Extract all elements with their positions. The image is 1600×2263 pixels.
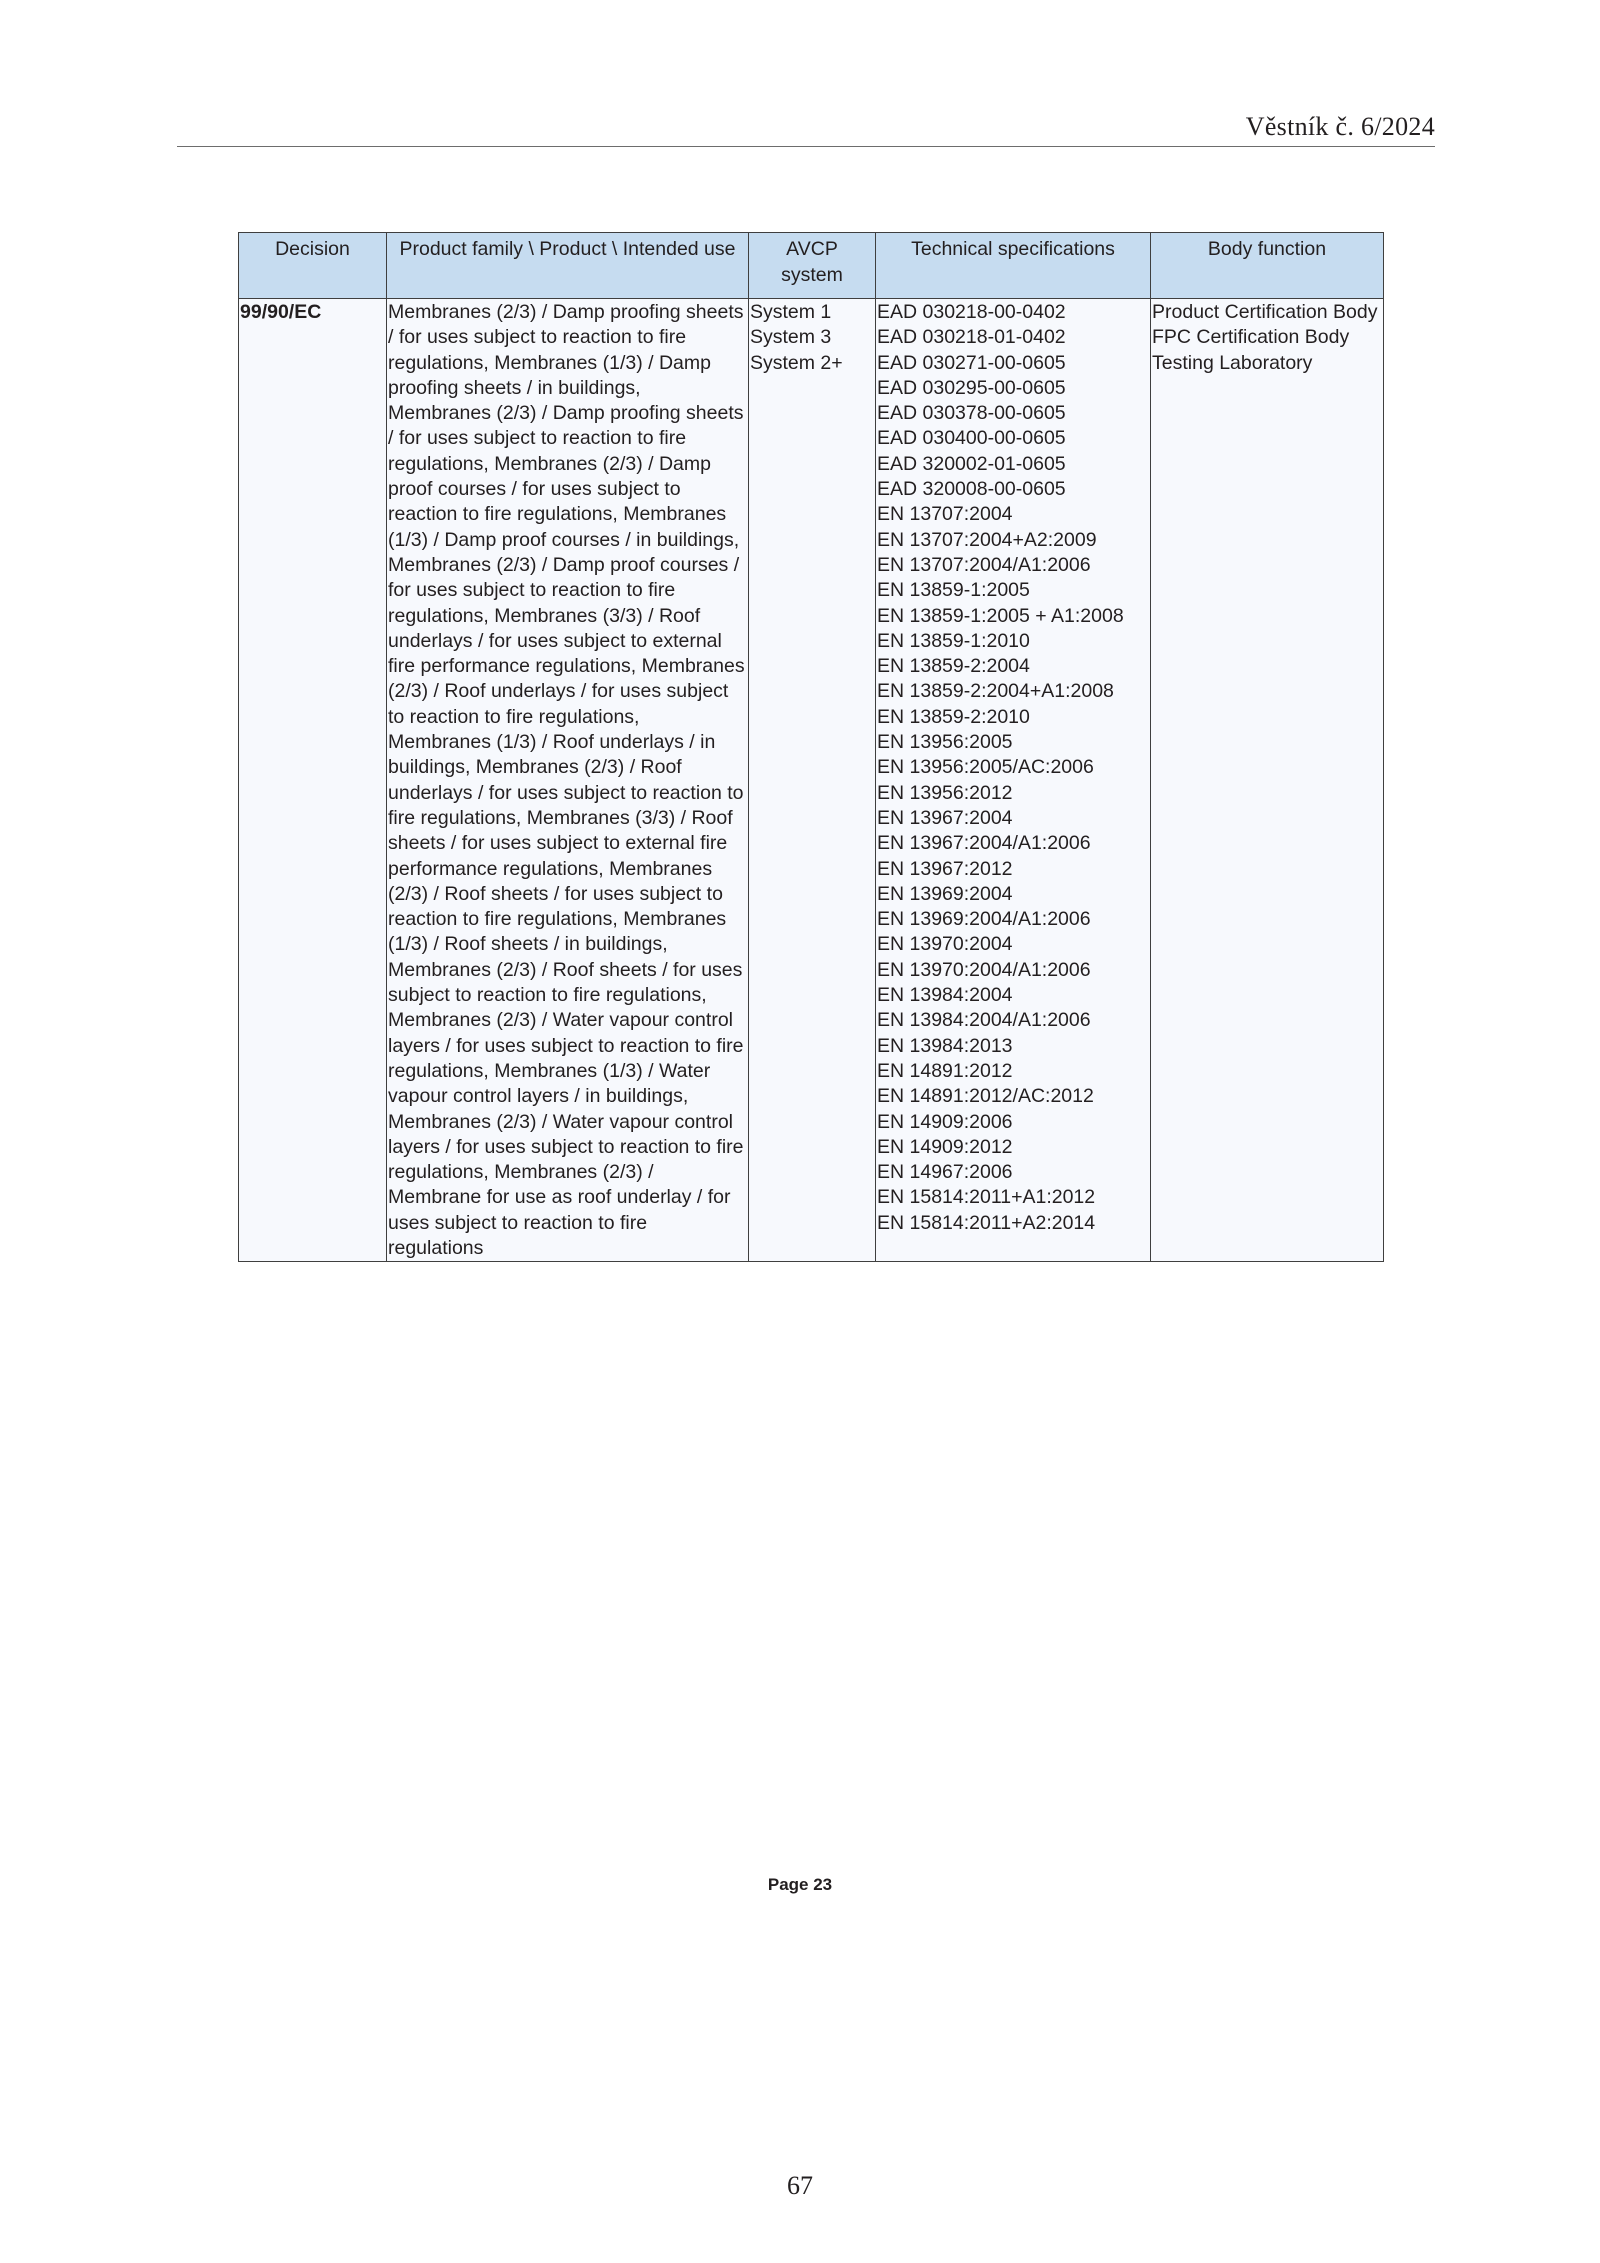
technical-specification-item: EN 13984:2004 <box>877 984 1013 1007</box>
technical-specification-item: EN 13984:2013 <box>877 1034 1013 1057</box>
technical-specification-item: EN 13967:2004 <box>877 806 1013 829</box>
technical-specification-item: EN 13956:2012 <box>877 781 1013 804</box>
technical-specification-item: EN 13859-1:2010 <box>877 629 1030 652</box>
running-header: Věstník č. 6/2024 <box>1245 112 1435 141</box>
technical-specification-item: EN 15814:2011+A1:2012 <box>877 1186 1096 1209</box>
technical-specification-item: EAD 320008-00-0605 <box>877 478 1066 501</box>
technical-specification-item: EN 13970:2004 <box>877 933 1013 956</box>
technical-specification-item: EN 13970:2004/A1:2006 <box>877 958 1091 981</box>
technical-specification-item: EN 14909:2006 <box>877 1110 1013 1133</box>
technical-specification-item: EAD 030218-00-0402 <box>877 301 1066 323</box>
inner-page-label: Page 23 <box>767 1875 833 1894</box>
table-header-row <box>239 233 1384 299</box>
technical-specification-item: EN 14891:2012 <box>877 1059 1013 1082</box>
product-family-cell <box>387 299 749 1262</box>
technical-specification-item: EN 13967:2004/A1:2006 <box>877 832 1091 855</box>
technical-specification-item: EN 13859-2:2004 <box>877 655 1030 678</box>
technical-specifications-cell <box>876 299 1151 1262</box>
body-function-item: FPC Certification Body <box>1152 326 1350 349</box>
technical-specification-item: EN 13956:2005/AC:2006 <box>877 756 1094 779</box>
column-header-technical-specifications: Technical specifications <box>876 233 1151 299</box>
technical-specification-item: EAD 030400-00-0605 <box>877 427 1066 450</box>
technical-specification-item: EN 13859-2:2004+A1:2008 <box>877 680 1114 703</box>
technical-specification-item: EN 13969:2004/A1:2006 <box>877 908 1091 931</box>
technical-specification-item: EN 13859-2:2010 <box>877 705 1030 728</box>
decision-cell: 99/90/EC <box>239 299 387 1262</box>
technical-specification-item: EN 14967:2006 <box>877 1161 1013 1184</box>
technical-specification-item: EN 13859-1:2005 <box>877 579 1030 602</box>
technical-specification-item: EAD 030295-00-0605 <box>877 376 1066 399</box>
technical-specification-item: EN 13969:2004 <box>877 882 1013 905</box>
body-function-item: Product Certification Body <box>1152 301 1378 323</box>
technical-specification-item: EAD 320002-01-0605 <box>877 452 1066 475</box>
technical-specification-item: EAD 030271-00-0605 <box>877 351 1066 374</box>
header-divider <box>177 146 1435 147</box>
column-header-body-function: Body function <box>1151 233 1384 299</box>
column-header-avcp-system: AVCP system <box>749 233 876 299</box>
technical-specification-item: EN 13707:2004/A1:2006 <box>877 553 1091 576</box>
technical-specification-item: EAD 030218-01-0402 <box>877 326 1066 349</box>
column-header-product-family: Product family \ Product \ Intended use <box>387 233 749 299</box>
product-family-text: Membranes (2/3) / Damp proofing sheets / for uses subject to reaction to fire regulations, Membranes (1/3) / Damp proofing sheets / in buildings, Membranes (2/3) / Damp proofing sheets / for uses subject to reaction to fire regulations, Membranes (2/3) / Damp proof courses / for uses subject to reaction to fire regulations, Membranes (1/3) / Damp proof courses / in buildings, Membranes (2/3) / Damp proof courses / for uses subject to reaction to fire regulations, Membranes (3/3) / Roof underlays / for uses subject to external fire performance regulations, Membranes (2/3) / Roof underlays / for uses subject to reaction to fire regulations, Membranes (1/3) / Roof underlays / in buildings, Membranes (2/3) / Roof underlays / for uses subject to reaction to fire regulations, Membranes (3/3) / Roof sheets / for uses subject to external fire performance regulations, Membranes (2/3) / Roof sheets / for uses subject to reaction to fire regulations, Membranes (1/3) / Roof sheets / in buildings, Membranes (2/3) / Roof sheets / for uses subject to reaction to fire regulations, Membranes (2/3) / Water vapour control layers / for uses subject to reaction to fire regulations, Membranes (1/3) / Water vapour control layers / in buildings, Membranes (2/3) / Water vapour control layers / for uses subject to reaction to fire regulations, Membranes (2/3) / Membrane for use as roof underlay / for uses subject to reaction to fire regulations <box>388 301 745 1259</box>
body-function-cell <box>1151 299 1384 1262</box>
technical-specification-item: EN 14909:2012 <box>877 1135 1013 1158</box>
avcp-system-item: System 2+ <box>750 351 843 374</box>
table-row <box>239 299 1384 1262</box>
avcp-system-cell <box>749 299 876 1262</box>
page-number: 67 <box>787 2171 813 2200</box>
avcp-system-item: System 3 <box>750 326 832 349</box>
technical-specification-item: EN 15814:2011+A2:2014 <box>877 1211 1096 1234</box>
technical-specification-item: EN 13707:2004+A2:2009 <box>877 528 1097 551</box>
column-header-decision: Decision <box>239 233 387 299</box>
technical-specification-item: EAD 030378-00-0605 <box>877 402 1066 425</box>
body-function-item: Testing Laboratory <box>1152 351 1313 374</box>
technical-specification-item: EN 13956:2005 <box>877 731 1013 754</box>
avcp-system-item: System 1 <box>750 301 832 323</box>
technical-specification-item: EN 13967:2012 <box>877 857 1013 880</box>
technical-specification-item: EN 13707:2004 <box>877 503 1013 526</box>
technical-specification-item: EN 14891:2012/AC:2012 <box>877 1085 1094 1108</box>
decision-table <box>238 232 1384 1262</box>
technical-specification-item: EN 13984:2004/A1:2006 <box>877 1009 1091 1032</box>
technical-specification-item: EN 13859-1:2005 + A1:2008 <box>877 604 1124 627</box>
